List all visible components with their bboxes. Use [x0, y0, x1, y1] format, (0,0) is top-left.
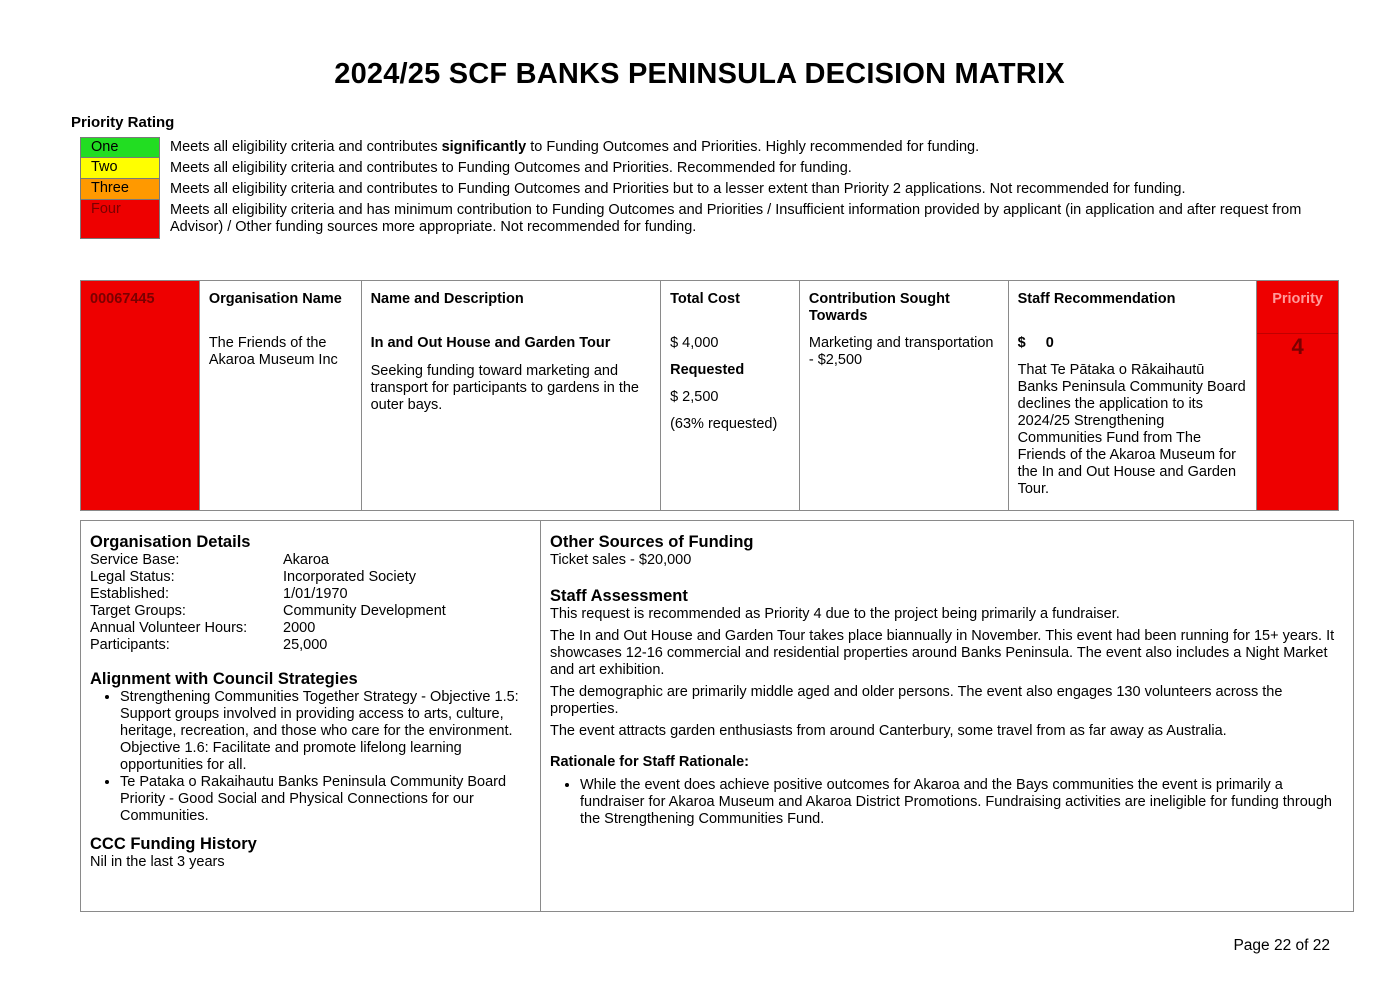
contribution-header: Contribution Sought Towards — [808, 291, 950, 324]
assessment-paragraph: The event attracts garden enthusiasts from around Canterbury, some travel from as far away as Australia. — [550, 723, 1227, 739]
legend-row-two — [80, 158, 1320, 179]
total-cost-value: $ 4,000 — [670, 335, 719, 351]
organisation-name: The Friends of the Akaroa Museum Inc — [208, 335, 338, 368]
contribution-column — [800, 281, 1009, 510]
list-item: • Te Pataka o Rakaihautu Banks Peninsula Community Board Priority - Good Social and Physical Connections for our Communities. — [120, 774, 531, 825]
detail-label: Established: — [90, 586, 169, 602]
detail-value: 25,000 — [283, 637, 328, 653]
recommendation-text: That Te Pātaka o Rākaihautū Banks Peninsula Community Board declines the application to its 2024/25 Strengthening Communities Fund from The Friends of the Akaroa Museum for the In and Out House and Garden Tour. — [1017, 362, 1246, 497]
project-name: In and Out House and Garden Tour — [370, 335, 611, 351]
details-right-column — [541, 521, 1353, 911]
organisation-details-heading: Organisation Details — [90, 533, 251, 551]
legend-text-three: Meets all eligibility criteria and contributes to Funding Outcomes and Priorities but to a lesser extent than Priority 2 applications. Not recommended for funding. — [170, 181, 1186, 197]
list-item: • Strengthening Communities Together Strategy - Objective 1.5: Support groups involved in providing access to arts, culture, heritage, recreation, and those who care for the environment. Objective 1.6: Facilitate and promote lifelong learning opportunities for all. — [120, 689, 531, 774]
other-sources-heading: Other Sources of Funding — [550, 533, 754, 551]
swatch-one: One — [80, 137, 160, 158]
funding-history-text: Nil in the last 3 years — [90, 854, 225, 870]
staff-assessment-heading: Staff Assessment — [550, 587, 688, 605]
assessment-paragraph: This request is recommended as Priority 4 due to the project being primarily a fundraiser. — [550, 606, 1120, 622]
organisation-column — [200, 281, 362, 510]
page-number: Page 22 of 22 — [1233, 937, 1330, 954]
list-item: • While the event does achieve positive outcomes for Akaroa and the Bays communities the event is primarily a fundraiser for Akaroa Museum and Akaroa District Promotions. Fundraising activities are ineligible for funding through the Strengthening Communities Fund. — [580, 777, 1344, 828]
detail-label: Annual Volunteer Hours: — [90, 620, 248, 636]
detail-row — [90, 620, 531, 637]
legend-row-three — [80, 179, 1320, 200]
details-table — [80, 520, 1354, 912]
legend-row-one — [80, 137, 1320, 158]
name-description-column — [362, 281, 662, 510]
alignment-objective-extra: Objective 1.6: Facilitate and promote lifelong learning opportunities for all. — [120, 740, 462, 773]
details-left-column — [81, 521, 541, 911]
detail-row — [90, 552, 531, 569]
detail-row — [90, 569, 531, 586]
swatch-four: Four — [80, 200, 160, 239]
project-description: Seeking funding toward marketing and transport for participants to gardens in the outer bays. — [370, 363, 639, 413]
priority-rating-heading: Priority Rating — [71, 114, 175, 131]
detail-label: Target Groups: — [90, 603, 186, 619]
legend-text-one: Meets all eligibility criteria and contributes significantly to Funding Outcomes and Priorities. Highly recommended for funding. — [170, 139, 980, 155]
other-sources-text: Ticket sales - $20,000 — [550, 552, 692, 568]
assessment-paragraph: The In and Out House and Garden Tour takes place biannually in November. This event had been running for 15+ years. It showcases 12-16 commercial and residential properties around Banks Peninsula. The event also includes a Night Market and art exhibition. — [550, 628, 1335, 678]
detail-value: Community Development — [283, 603, 446, 619]
detail-row — [90, 603, 531, 620]
total-cost-header: Total Cost — [670, 291, 740, 307]
priority-value: 4 — [1291, 334, 1304, 359]
detail-label: Legal Status: — [90, 569, 175, 585]
assessment-paragraph: The demographic are primarily middle aged and older persons. The event also engages 130 volunteers across the properties. — [550, 684, 1283, 717]
requested-label: Requested — [670, 362, 745, 378]
alignment-heading: Alignment with Council Strategies — [90, 670, 358, 688]
legend-text-four: Meets all eligibility criteria and has minimum contribution to Funding Outcomes and Priorities / Insufficient information provided by applicant (in application and after request from Advisor) / Other funding sources more appropriate. Not recommended for funding. — [170, 202, 1302, 235]
name-description-header: Name and Description — [370, 291, 524, 307]
legend-text-two: Meets all eligibility criteria and contributes to Funding Outcomes and Priorities. Recommended for funding. — [170, 160, 852, 176]
staff-recommendation-column — [1009, 281, 1258, 510]
application-id: 00067445 — [81, 281, 200, 510]
detail-value: Incorporated Society — [283, 569, 416, 585]
contribution-text: Marketing and transportation - $2,500 — [808, 335, 994, 368]
alignment-list — [90, 689, 531, 825]
priority-column — [1257, 281, 1338, 510]
detail-row — [90, 586, 531, 603]
requested-percent: (63% requested) — [670, 416, 778, 432]
application-table — [80, 280, 1339, 511]
detail-value: Akaroa — [283, 552, 329, 568]
staff-recommendation-header: Staff Recommendation — [1017, 291, 1176, 307]
rationale-heading: Rationale for Staff Rationale: — [550, 754, 749, 770]
rationale-list — [550, 777, 1344, 828]
page-title: 2024/25 SCF BANKS PENINSULA DECISION MATRIX — [334, 58, 1065, 90]
swatch-two: Two — [80, 158, 160, 179]
detail-value: 2000 — [283, 620, 316, 636]
detail-value: 1/01/1970 — [283, 586, 348, 602]
legend-row-four — [80, 200, 1320, 239]
detail-label: Participants: — [90, 637, 170, 653]
recommendation-amount: $ 0 — [1017, 335, 1054, 351]
swatch-three: Three — [80, 179, 160, 200]
organisation-header: Organisation Name — [208, 291, 342, 307]
detail-row — [90, 637, 531, 654]
detail-label: Service Base: — [90, 552, 180, 568]
total-cost-column — [661, 281, 800, 510]
priority-legend — [80, 137, 1320, 239]
funding-history-heading: CCC Funding History — [90, 835, 257, 853]
priority-header: Priority — [1257, 281, 1338, 334]
requested-amount: $ 2,500 — [670, 389, 719, 405]
